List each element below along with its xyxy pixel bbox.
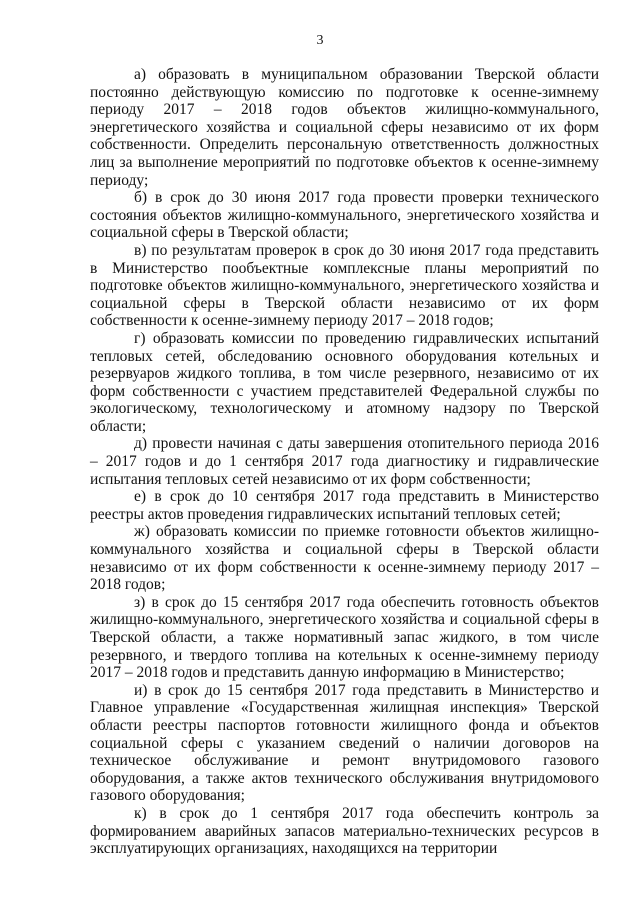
document-body [90,66,599,858]
paragraph-d: д) провести начиная с даты завершения отопительного периода 2016 – 2017 годов и до 1 сентября 2017 года диагностику и гидравлические испытания тепловых сетей независимо от их форм собственности; [90,435,599,488]
paragraph-z: з) в срок до 15 сентября 2017 года обеспечить готовность объектов жилищно-коммунального, энергетического хозяйства и социальной сферы в Тверской области, а также нормативный запас жидкого, в том числе резервного, и твердого топлива на котельных к осенне-зимнему периоду 2017 – 2018 годов и представить данную информацию в Министерство; [90,593,599,682]
paragraph-e: е) в срок до 10 сентября 2017 года представить в Министерство реестры актов проведения гидравлических испытаний тепловых сетей; [90,488,599,523]
paragraph-v: в) по результатам проверок в срок до 30 июня 2017 года представить в Министерство пообъектные комплексные планы мероприятий по подготовке объектов жилищно-коммунального, энергетического хозяйства и социальной сферы в Тверской области независимо от их форм собственности к осенне-зимнему периоду 2017 – 2018 годов; [90,241,599,330]
paragraph-b: б) в срок до 30 июня 2017 года провести проверки технического состояния объектов жилищно-коммунального, энергетического хозяйства и социальной сферы в Тверской области; [90,189,599,242]
page-number: 3 [316,33,324,48]
paragraph-zh: ж) образовать комиссии по приемке готовности объектов жилищно-коммунального хозяйства и социальной сферы в Тверской области независимо от их форм собственности к осенне-зимнему периоду 2017 – 2018 годов; [90,523,599,594]
paragraph-k: к) в срок до 1 сентября 2017 года обеспечить контроль за формированием аварийных запасов материально-технических ресурсов в эксплуатирующих организациях, находящихся на территории [90,804,599,858]
paragraph-i: и) в срок до 15 сентября 2017 года представить в Министерство и Главное управление «Государственная жилищная инспекция» Тверской области реестры паспортов готовности жилищного фонда и объектов социальной сферы с указанием сведений о наличии договоров на техническое обслуживание и ремонт внутридомового газового оборудования, а также актов технического обслуживания внутридомового газового оборудования; [90,681,599,805]
paragraph-g: г) образовать комиссии по проведению гидравлических испытаний тепловых сетей, обследованию основного оборудования котельных и резервуаров жидкого топлива, в том числе резервного, независимо от их форм собственности с участием представителей Федеральной службы по экологическому, технологическому и атомному надзору по Тверской области; [90,329,599,435]
paragraph-a: а) образовать в муниципальном образовании Тверской области постоянно действующую комиссию по подготовке к осенне-зимнему периоду 2017 – 2018 годов объектов жилищно-коммунального, энергетического хозяйства и социальной сферы независимо от их форм собственности. Определить персональную ответственность должностных лиц за выполнение мероприятий по подготовке объектов к осенне-зимнему периоду; [90,66,599,189]
